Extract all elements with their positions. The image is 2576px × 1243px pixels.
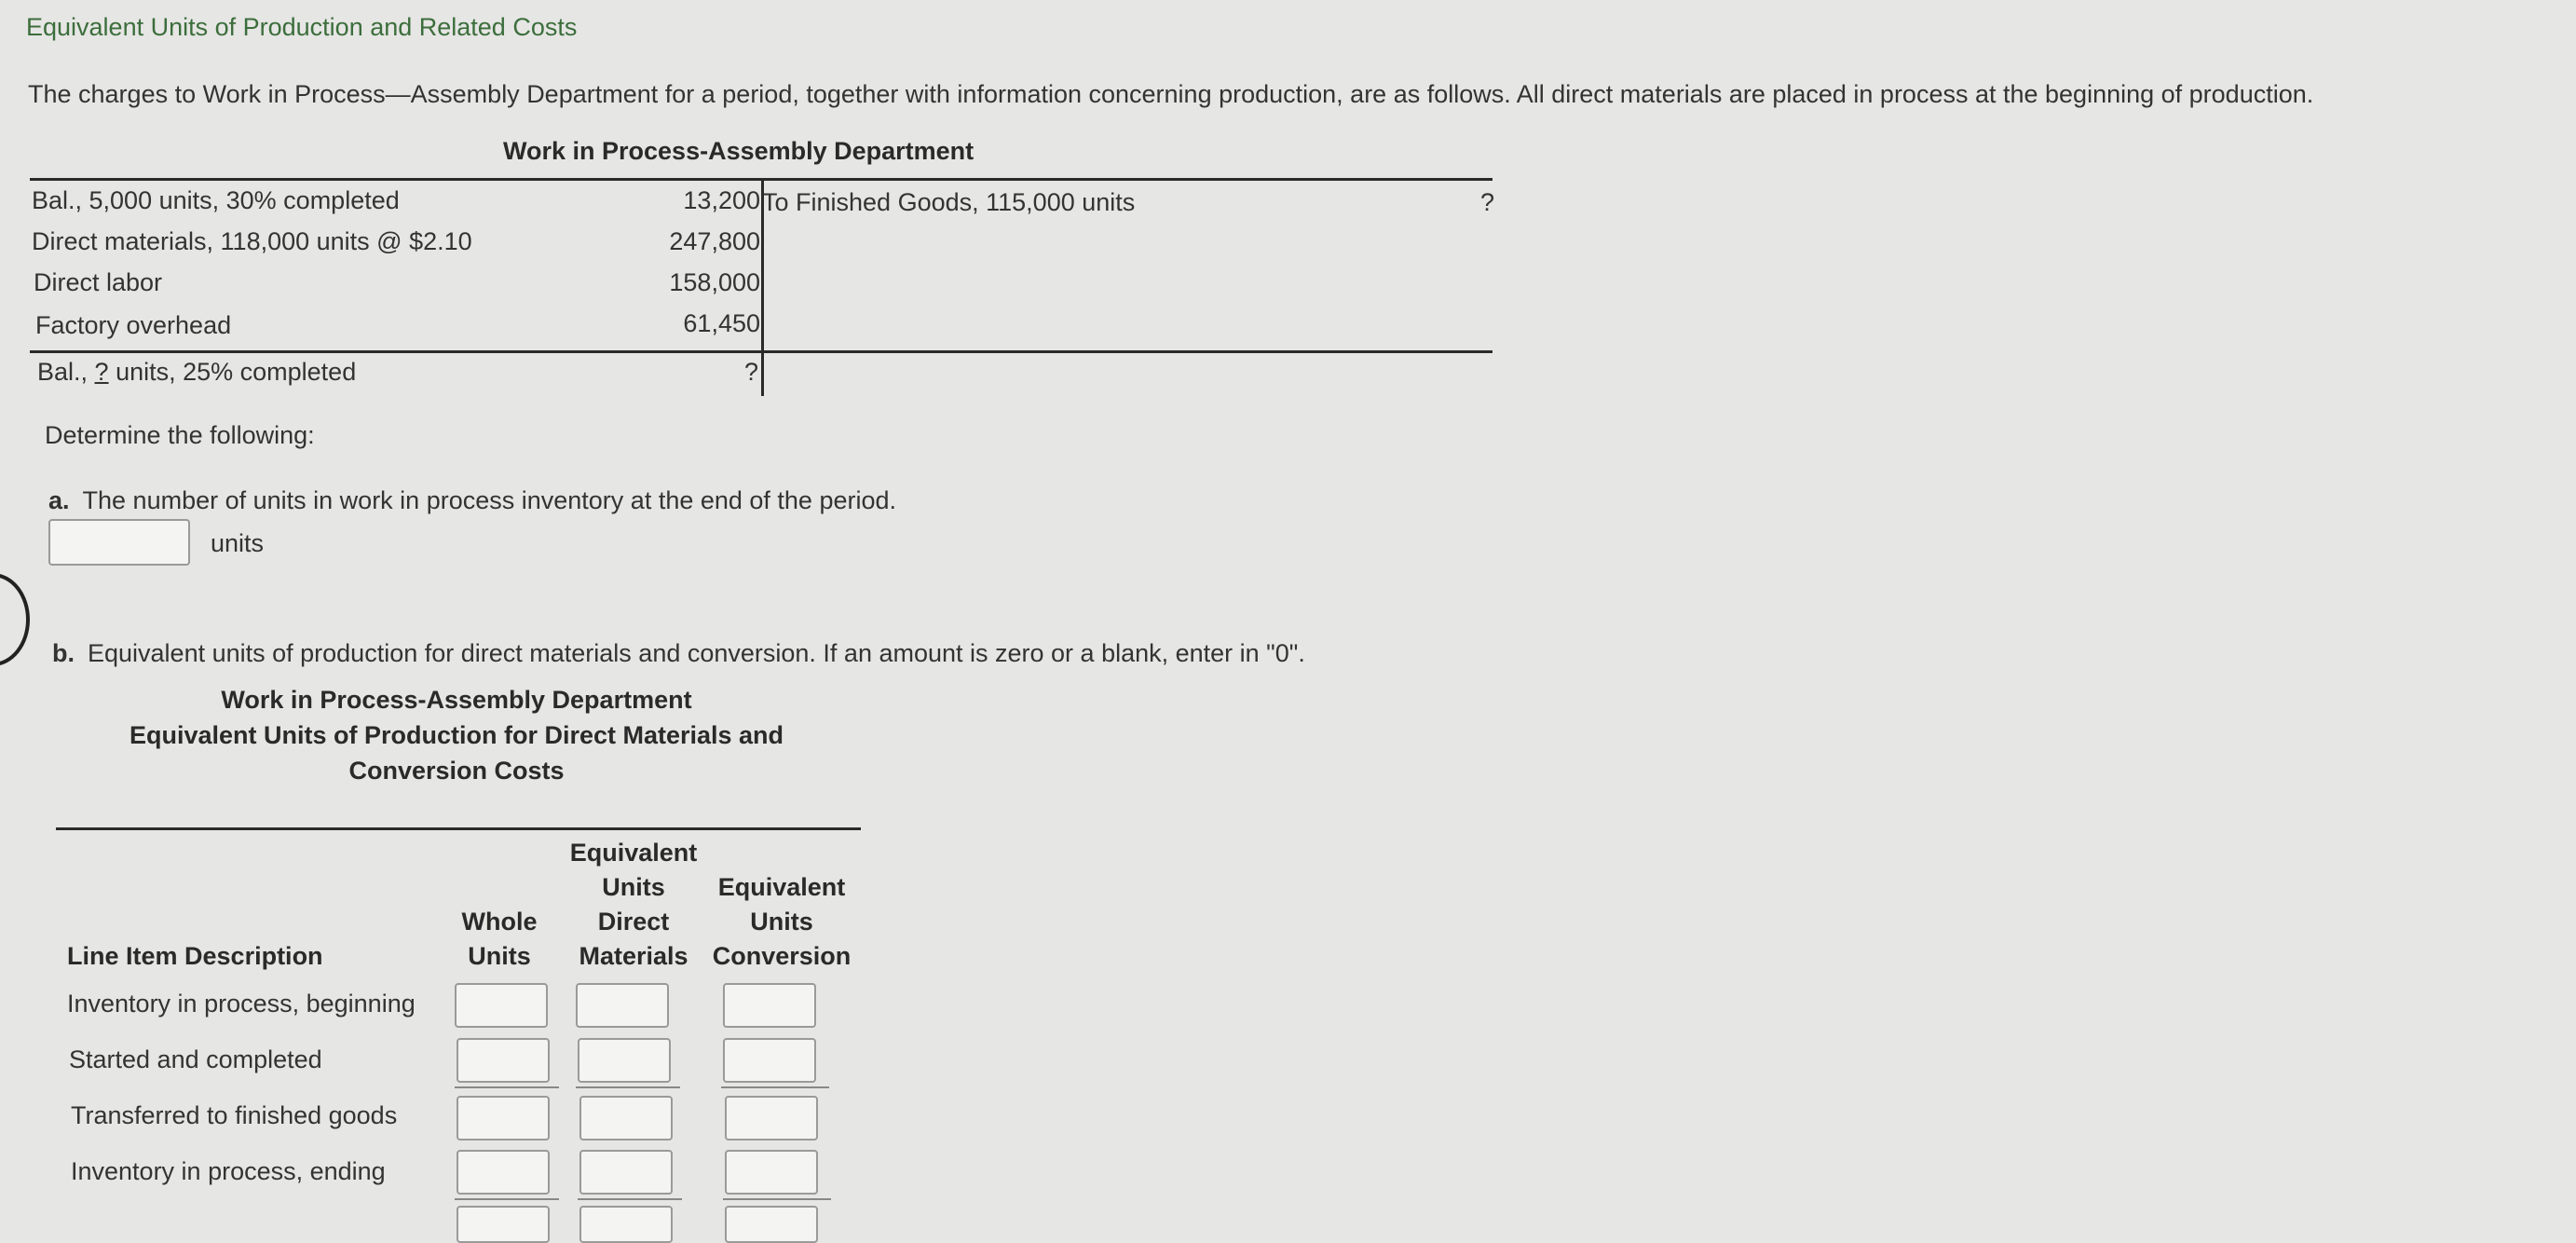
schedule-title-line-2: Equivalent Units of Production for Direct Materials and [129,721,784,749]
question-b-text: Equivalent units of production for direct materials and conversion. If an amount is zero or a blank, enter in "0". [88,639,1305,667]
t-account-balance-rule [30,350,1492,353]
schedule-title-line-1: Work in Process-Assembly Department [221,686,692,714]
header-conversion: Equivalent Units Conversion [712,873,852,970]
ending-units-unknown: ? [94,358,109,386]
input-started-conversion[interactable] [723,1038,816,1083]
header-line-item: Line Item Description [67,942,323,970]
debit-amount-direct-labor: 158,000 [669,268,760,296]
instructions: Determine the following: [45,421,315,449]
problem-intro: The charges to Work in Process—Assembly Department for a period, together with information concerning production, are as follows. All direct materials are placed in process at the beginning of production. [28,80,2314,108]
ending-balance-amount: ? [743,358,758,386]
input-started-whole-units[interactable] [457,1038,550,1083]
t-account-title: Work in Process-Assembly Department [503,137,975,165]
header-direct-materials: Equivalent Units Direct Materials [569,839,698,970]
input-transferred-direct-materials[interactable] [579,1096,673,1141]
total-rule-conversion [723,1198,831,1200]
ending-balance-label: Bal., ? units, 25% completed [37,358,357,386]
debit-label-factory-overhead: Factory overhead [35,311,232,339]
question-a [48,486,896,515]
debit-amount-factory-overhead: 61,450 [683,309,760,337]
input-transferred-conversion[interactable] [725,1096,818,1141]
debit-label-direct-materials: Direct materials, 118,000 units @ $2.10 [32,227,472,255]
input-ending-whole-units[interactable] [457,1150,550,1195]
schedule-title-rule [56,827,861,830]
total-rule-materials [578,1198,682,1200]
question-b-letter: b. [52,639,75,667]
input-beginning-whole-units[interactable] [455,983,548,1028]
input-started-direct-materials[interactable] [578,1038,671,1083]
debit-amount-beginning-balance: 13,200 [683,186,760,214]
row-label-started-completed: Started and completed [69,1045,322,1073]
schedule-title-line-3: Conversion Costs [348,757,565,785]
units-label: units [211,529,265,557]
header-whole-units: Whole Units [461,908,538,970]
question-a-text: The number of units in work in process inventory at the end of the period. [82,486,897,514]
input-total-conversion[interactable] [725,1206,818,1243]
subtotal-rule-whole [455,1086,559,1088]
subtotal-rule-conversion [721,1086,829,1088]
total-rule-whole [455,1198,559,1200]
page-title: Equivalent Units of Production and Related Costs [26,13,578,41]
ending-units-input[interactable] [48,519,190,566]
subtotal-rule-materials [576,1086,680,1088]
input-total-direct-materials[interactable] [579,1206,673,1243]
input-beginning-conversion[interactable] [723,983,816,1028]
row-label-transferred: Transferred to finished goods [71,1101,398,1129]
question-b [52,639,1305,668]
row-label-beginning-inventory: Inventory in process, beginning [67,990,416,1018]
credit-amount-finished-goods: ? [1479,188,1494,216]
input-total-whole-units[interactable] [457,1206,550,1243]
debit-label-direct-labor: Direct labor [34,268,163,296]
credit-label-finished-goods: To Finished Goods, 115,000 units [762,188,1136,216]
input-ending-conversion[interactable] [725,1150,818,1195]
debit-label-beginning-balance: Bal., 5,000 units, 30% completed [32,186,400,214]
debit-amount-direct-materials: 247,800 [669,227,760,255]
row-label-ending-inventory: Inventory in process, ending [71,1157,386,1185]
input-beginning-direct-materials[interactable] [576,983,669,1028]
focus-ring-marker [0,573,30,666]
input-transferred-whole-units[interactable] [457,1096,550,1141]
question-a-letter: a. [48,486,70,514]
input-ending-direct-materials[interactable] [579,1150,673,1195]
